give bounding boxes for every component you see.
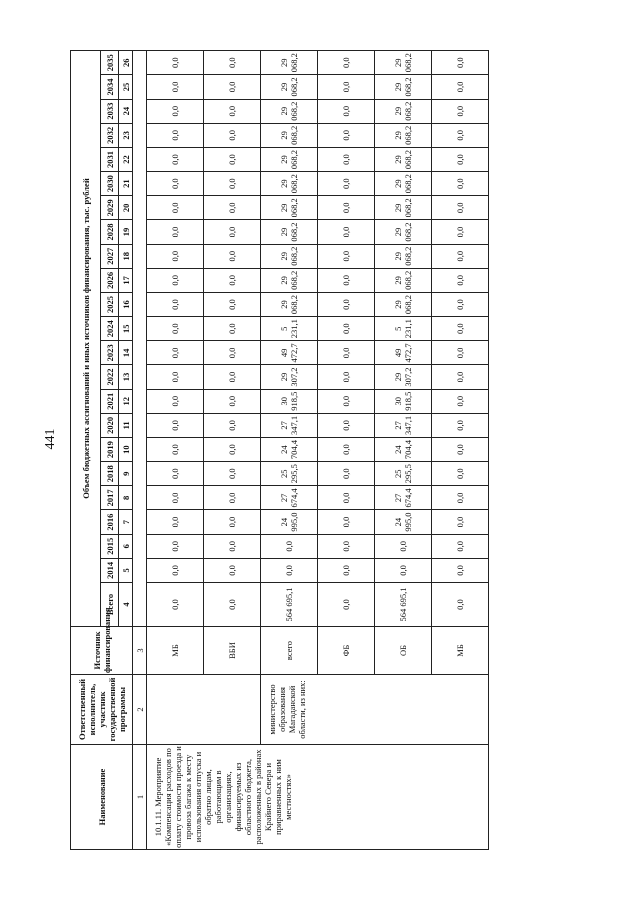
budget-table: [70, 50, 489, 850]
column-number: 22: [119, 147, 133, 171]
value-cell: 0,0: [318, 534, 375, 558]
column-number: 2: [133, 675, 147, 745]
value-cell: 0,0: [318, 341, 375, 365]
value-cell: 0,0: [204, 292, 261, 316]
total-cell: 564 695,1: [261, 583, 318, 627]
total-cell: 564 695,1: [375, 583, 432, 627]
header-year: 2032: [101, 123, 119, 147]
value-cell: 0,0: [318, 75, 375, 99]
value-cell: 0,0: [432, 341, 489, 365]
source-cell: ВБИ: [204, 627, 261, 675]
column-number: 9: [119, 462, 133, 486]
value-cell: 24 704,4: [261, 437, 318, 461]
column-number: 5: [119, 558, 133, 582]
value-cell: 0,0: [318, 389, 375, 413]
value-cell: 0,0: [204, 172, 261, 196]
column-number: 12: [119, 389, 133, 413]
value-cell: 0,0: [318, 244, 375, 268]
value-cell: 27 347,1: [261, 413, 318, 437]
responsible-cell: [147, 675, 261, 745]
value-cell: 0,0: [147, 292, 204, 316]
column-number: 14: [119, 341, 133, 365]
value-cell: 0,0: [204, 99, 261, 123]
value-cell: 49 472,7: [375, 341, 432, 365]
column-number-spacer: [133, 51, 147, 627]
value-cell: 0,0: [147, 486, 204, 510]
value-cell: 0,0: [432, 123, 489, 147]
value-cell: 0,0: [432, 220, 489, 244]
value-cell: 24 704,4: [375, 437, 432, 461]
header-volume: Объем бюджетных ассигнований и иных источников финансирования, тыс. рублей: [71, 51, 101, 627]
value-cell: 0,0: [432, 172, 489, 196]
column-number: 26: [119, 51, 133, 75]
source-cell: МБ: [432, 627, 489, 675]
column-number: 21: [119, 172, 133, 196]
value-cell: 0,0: [432, 534, 489, 558]
value-cell: 0,0: [204, 123, 261, 147]
value-cell: 29 068,2: [375, 51, 432, 75]
value-cell: 0,0: [147, 75, 204, 99]
total-cell: 0,0: [204, 583, 261, 627]
value-cell: 24 995,0: [261, 510, 318, 534]
value-cell: 0,0: [204, 51, 261, 75]
value-cell: 0,0: [147, 123, 204, 147]
value-cell: 29 068,2: [261, 220, 318, 244]
value-cell: 0,0: [204, 147, 261, 171]
header-responsible: Ответственный исполнитель, участник государственной программы: [71, 675, 133, 745]
header-year: 2020: [101, 413, 119, 437]
value-cell: 0,0: [432, 196, 489, 220]
header-year: 2018: [101, 462, 119, 486]
table-row: [147, 51, 204, 850]
value-cell: 0,0: [318, 558, 375, 582]
header-year: 2029: [101, 196, 119, 220]
source-cell: ОБ: [375, 627, 432, 675]
header-year: 2028: [101, 220, 119, 244]
value-cell: 29 068,2: [261, 123, 318, 147]
value-cell: 30 918,5: [261, 389, 318, 413]
value-cell: 27 674,4: [375, 486, 432, 510]
column-number: 1: [133, 745, 147, 850]
value-cell: 0,0: [147, 413, 204, 437]
value-cell: 0,0: [204, 244, 261, 268]
value-cell: 0,0: [318, 413, 375, 437]
value-cell: 0,0: [432, 510, 489, 534]
value-cell: 29 068,2: [375, 75, 432, 99]
header-year: 2014: [101, 558, 119, 582]
value-cell: 29 068,2: [261, 99, 318, 123]
value-cell: 0,0: [432, 244, 489, 268]
value-cell: 0,0: [204, 486, 261, 510]
column-number: 18: [119, 244, 133, 268]
total-cell: 0,0: [147, 583, 204, 627]
value-cell: 25 295,5: [375, 462, 432, 486]
header-source: Источник финансирования: [71, 627, 133, 675]
column-number: 6: [119, 534, 133, 558]
header-name: Наименование: [71, 745, 133, 850]
value-cell: 29 068,2: [375, 172, 432, 196]
header-year: 2027: [101, 244, 119, 268]
header-total: Всего: [101, 583, 119, 627]
value-cell: 0,0: [204, 462, 261, 486]
value-cell: 0,0: [204, 268, 261, 292]
value-cell: 0,0: [147, 341, 204, 365]
value-cell: 0,0: [147, 558, 204, 582]
column-number: 3: [133, 627, 147, 675]
header-year: 2033: [101, 99, 119, 123]
column-number: 8: [119, 486, 133, 510]
value-cell: 29 307,2: [261, 365, 318, 389]
value-cell: 0,0: [204, 534, 261, 558]
value-cell: 0,0: [318, 99, 375, 123]
value-cell: 0,0: [147, 389, 204, 413]
value-cell: 0,0: [375, 534, 432, 558]
value-cell: 0,0: [318, 123, 375, 147]
value-cell: 0,0: [204, 558, 261, 582]
header-year: 2016: [101, 510, 119, 534]
value-cell: 0,0: [204, 220, 261, 244]
header-year: 2035: [101, 51, 119, 75]
value-cell: 0,0: [318, 51, 375, 75]
column-number: 13: [119, 365, 133, 389]
value-cell: 0,0: [432, 389, 489, 413]
header-year: 2023: [101, 341, 119, 365]
value-cell: 0,0: [318, 317, 375, 341]
header-year: 2024: [101, 317, 119, 341]
value-cell: 0,0: [147, 244, 204, 268]
value-cell: 29 068,2: [261, 196, 318, 220]
value-cell: 0,0: [204, 510, 261, 534]
total-cell: 0,0: [318, 583, 375, 627]
header-year: 2031: [101, 147, 119, 171]
value-cell: 29 068,2: [375, 268, 432, 292]
value-cell: 0,0: [147, 196, 204, 220]
value-cell: 0,0: [204, 389, 261, 413]
value-cell: 29 068,2: [261, 292, 318, 316]
column-number: 20: [119, 196, 133, 220]
value-cell: 29 068,2: [375, 99, 432, 123]
column-number: 4: [119, 583, 133, 627]
column-number: 11: [119, 413, 133, 437]
value-cell: 29 068,2: [375, 123, 432, 147]
value-cell: 5 231,1: [375, 317, 432, 341]
value-cell: 0,0: [147, 220, 204, 244]
header-year: 2017: [101, 486, 119, 510]
value-cell: 0,0: [432, 413, 489, 437]
value-cell: 0,0: [147, 365, 204, 389]
value-cell: 0,0: [204, 365, 261, 389]
value-cell: 0,0: [204, 75, 261, 99]
column-number: 17: [119, 268, 133, 292]
value-cell: 29 068,2: [261, 75, 318, 99]
value-cell: 27 674,4: [261, 486, 318, 510]
value-cell: 0,0: [147, 147, 204, 171]
table-row: [261, 51, 318, 850]
source-cell: ФБ: [318, 627, 375, 675]
value-cell: 29 068,2: [261, 51, 318, 75]
value-cell: 0,0: [147, 534, 204, 558]
value-cell: 0,0: [147, 437, 204, 461]
header-year: 2021: [101, 389, 119, 413]
value-cell: 49 472,7: [261, 341, 318, 365]
source-cell: МБ: [147, 627, 204, 675]
header-year: 2030: [101, 172, 119, 196]
value-cell: 0,0: [204, 437, 261, 461]
column-number: 24: [119, 99, 133, 123]
value-cell: 0,0: [261, 534, 318, 558]
value-cell: 27 347,1: [375, 413, 432, 437]
header-year: 2026: [101, 268, 119, 292]
value-cell: 0,0: [204, 317, 261, 341]
header-year: 2015: [101, 534, 119, 558]
column-number: 7: [119, 510, 133, 534]
value-cell: 0,0: [432, 365, 489, 389]
column-number: 25: [119, 75, 133, 99]
source-cell: всего: [261, 627, 318, 675]
column-number: 19: [119, 220, 133, 244]
value-cell: 0,0: [147, 51, 204, 75]
value-cell: 29 068,2: [261, 244, 318, 268]
value-cell: 0,0: [318, 220, 375, 244]
column-number: 10: [119, 437, 133, 461]
value-cell: 0,0: [432, 268, 489, 292]
value-cell: 29 068,2: [375, 147, 432, 171]
value-cell: 0,0: [147, 268, 204, 292]
value-cell: 29 068,2: [261, 172, 318, 196]
value-cell: 24 995,0: [375, 510, 432, 534]
value-cell: 29 068,2: [261, 147, 318, 171]
column-number: 15: [119, 317, 133, 341]
header-year: 2019: [101, 437, 119, 461]
responsible-cell: министерство образования Магаданской области, из них:: [261, 675, 489, 745]
value-cell: 0,0: [432, 437, 489, 461]
value-cell: 0,0: [204, 341, 261, 365]
value-cell: 0,0: [432, 147, 489, 171]
rotated-table-container: [70, 50, 505, 850]
value-cell: 0,0: [432, 558, 489, 582]
value-cell: 0,0: [204, 196, 261, 220]
value-cell: 29 068,2: [261, 268, 318, 292]
value-cell: 0,0: [432, 292, 489, 316]
value-cell: 29 068,2: [375, 196, 432, 220]
value-cell: 0,0: [318, 172, 375, 196]
header-year: 2022: [101, 365, 119, 389]
value-cell: 29 068,2: [375, 220, 432, 244]
value-cell: 5 231,1: [261, 317, 318, 341]
value-cell: 0,0: [432, 462, 489, 486]
header-year: 2034: [101, 75, 119, 99]
value-cell: 0,0: [204, 413, 261, 437]
value-cell: 0,0: [147, 462, 204, 486]
value-cell: 0,0: [261, 558, 318, 582]
value-cell: 0,0: [318, 365, 375, 389]
value-cell: 0,0: [318, 268, 375, 292]
page-number: 441: [43, 428, 58, 450]
value-cell: 0,0: [318, 462, 375, 486]
value-cell: 30 918,5: [375, 389, 432, 413]
value-cell: 0,0: [318, 437, 375, 461]
value-cell: 29 307,2: [375, 365, 432, 389]
value-cell: 0,0: [318, 196, 375, 220]
value-cell: 0,0: [432, 486, 489, 510]
value-cell: 25 295,5: [261, 462, 318, 486]
value-cell: 0,0: [147, 172, 204, 196]
column-number: 23: [119, 123, 133, 147]
value-cell: 0,0: [432, 51, 489, 75]
header-year: 2025: [101, 292, 119, 316]
value-cell: 0,0: [318, 510, 375, 534]
value-cell: 0,0: [318, 486, 375, 510]
value-cell: 29 068,2: [375, 292, 432, 316]
value-cell: 29 068,2: [375, 244, 432, 268]
value-cell: 0,0: [375, 558, 432, 582]
column-number: 16: [119, 292, 133, 316]
value-cell: 0,0: [318, 147, 375, 171]
total-cell: 0,0: [432, 583, 489, 627]
value-cell: 0,0: [147, 317, 204, 341]
event-name-cell: 10.1.11. Мероприятие «Компенсация расходов по оплату стоимости проезда и провоза багажа к месту использования отпуска и обратно лицам, работающим в организациях, финансируемых из областного бюджета, расположенных в районах Крайнего Севера и приравненных к ним местностях»: [147, 745, 489, 850]
value-cell: 0,0: [432, 317, 489, 341]
value-cell: 0,0: [318, 292, 375, 316]
value-cell: 0,0: [147, 99, 204, 123]
value-cell: 0,0: [432, 99, 489, 123]
value-cell: 0,0: [147, 510, 204, 534]
value-cell: 0,0: [432, 75, 489, 99]
